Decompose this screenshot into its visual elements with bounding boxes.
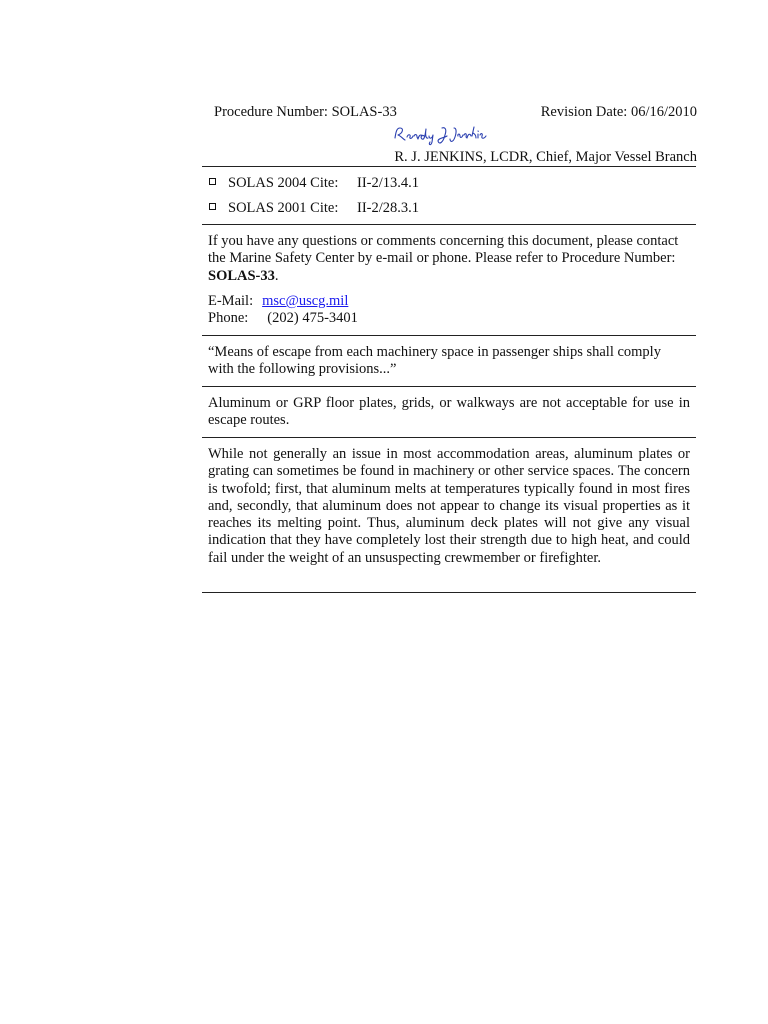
procedure-reference: SOLAS-33 <box>208 267 275 284</box>
cite-row-solas-2001 <box>209 199 419 217</box>
contact-paragraph <box>208 233 690 285</box>
divider <box>202 166 696 167</box>
cite-value: II-2/13.4.1 <box>357 175 420 191</box>
email-link[interactable]: msc@uscg.mil <box>262 293 349 309</box>
phone-number: (202) 475-3401 <box>267 310 358 326</box>
signature <box>392 123 492 149</box>
rationale-text: While not generally an issue in most accommodation areas, aluminum plates or grating can sometimes be found in machinery or other service spaces. The concern is twofold; first, that aluminum melts at temperatures typically found in most fires and, secondly, that aluminum does not appear to change its visual properties as it reaches its melting point. Thus, aluminum deck plates will not give any visual indication that they have completely lost their strength due to high heat, and could fail under the weight of an unsuspecting crewmember or firefighter. <box>208 446 690 566</box>
cite-label: SOLAS 2001 Cite: <box>228 200 339 216</box>
cite-label: SOLAS 2004 Cite: <box>228 175 339 191</box>
divider <box>202 386 696 387</box>
procedure-number: Procedure Number: SOLAS-33 <box>214 104 397 120</box>
interpretation-text: Aluminum or GRP floor plates, grids, or walkways are not acceptable for use in escape routes. <box>208 395 690 429</box>
email-line <box>208 293 348 310</box>
revision-date: Revision Date: 06/16/2010 <box>540 104 697 120</box>
cite-row-solas-2004 <box>209 174 419 192</box>
divider <box>202 592 696 593</box>
phone-line <box>208 310 358 327</box>
divider <box>202 335 696 336</box>
cite-value: II-2/28.3.1 <box>357 200 420 216</box>
square-bullet-icon <box>209 178 216 185</box>
email-label: E-Mail: <box>208 293 254 309</box>
square-bullet-icon <box>209 203 216 210</box>
contact-intro: If you have any questions or comments concerning this document, please contact the Marine Safety Center by e-mail or phone. Please refer to Procedure Number: <box>208 233 679 267</box>
divider <box>202 437 696 438</box>
procedure-reference-suffix: . <box>274 267 279 284</box>
divider <box>202 224 696 225</box>
phone-label: Phone: <box>208 310 249 326</box>
signer-name: R. J. JENKINS, LCDR, Chief, Major Vessel Branch <box>394 149 697 165</box>
regulation-quote: “Means of escape from each machinery space in passenger ships shall comply with the following provisions...” <box>208 344 661 378</box>
